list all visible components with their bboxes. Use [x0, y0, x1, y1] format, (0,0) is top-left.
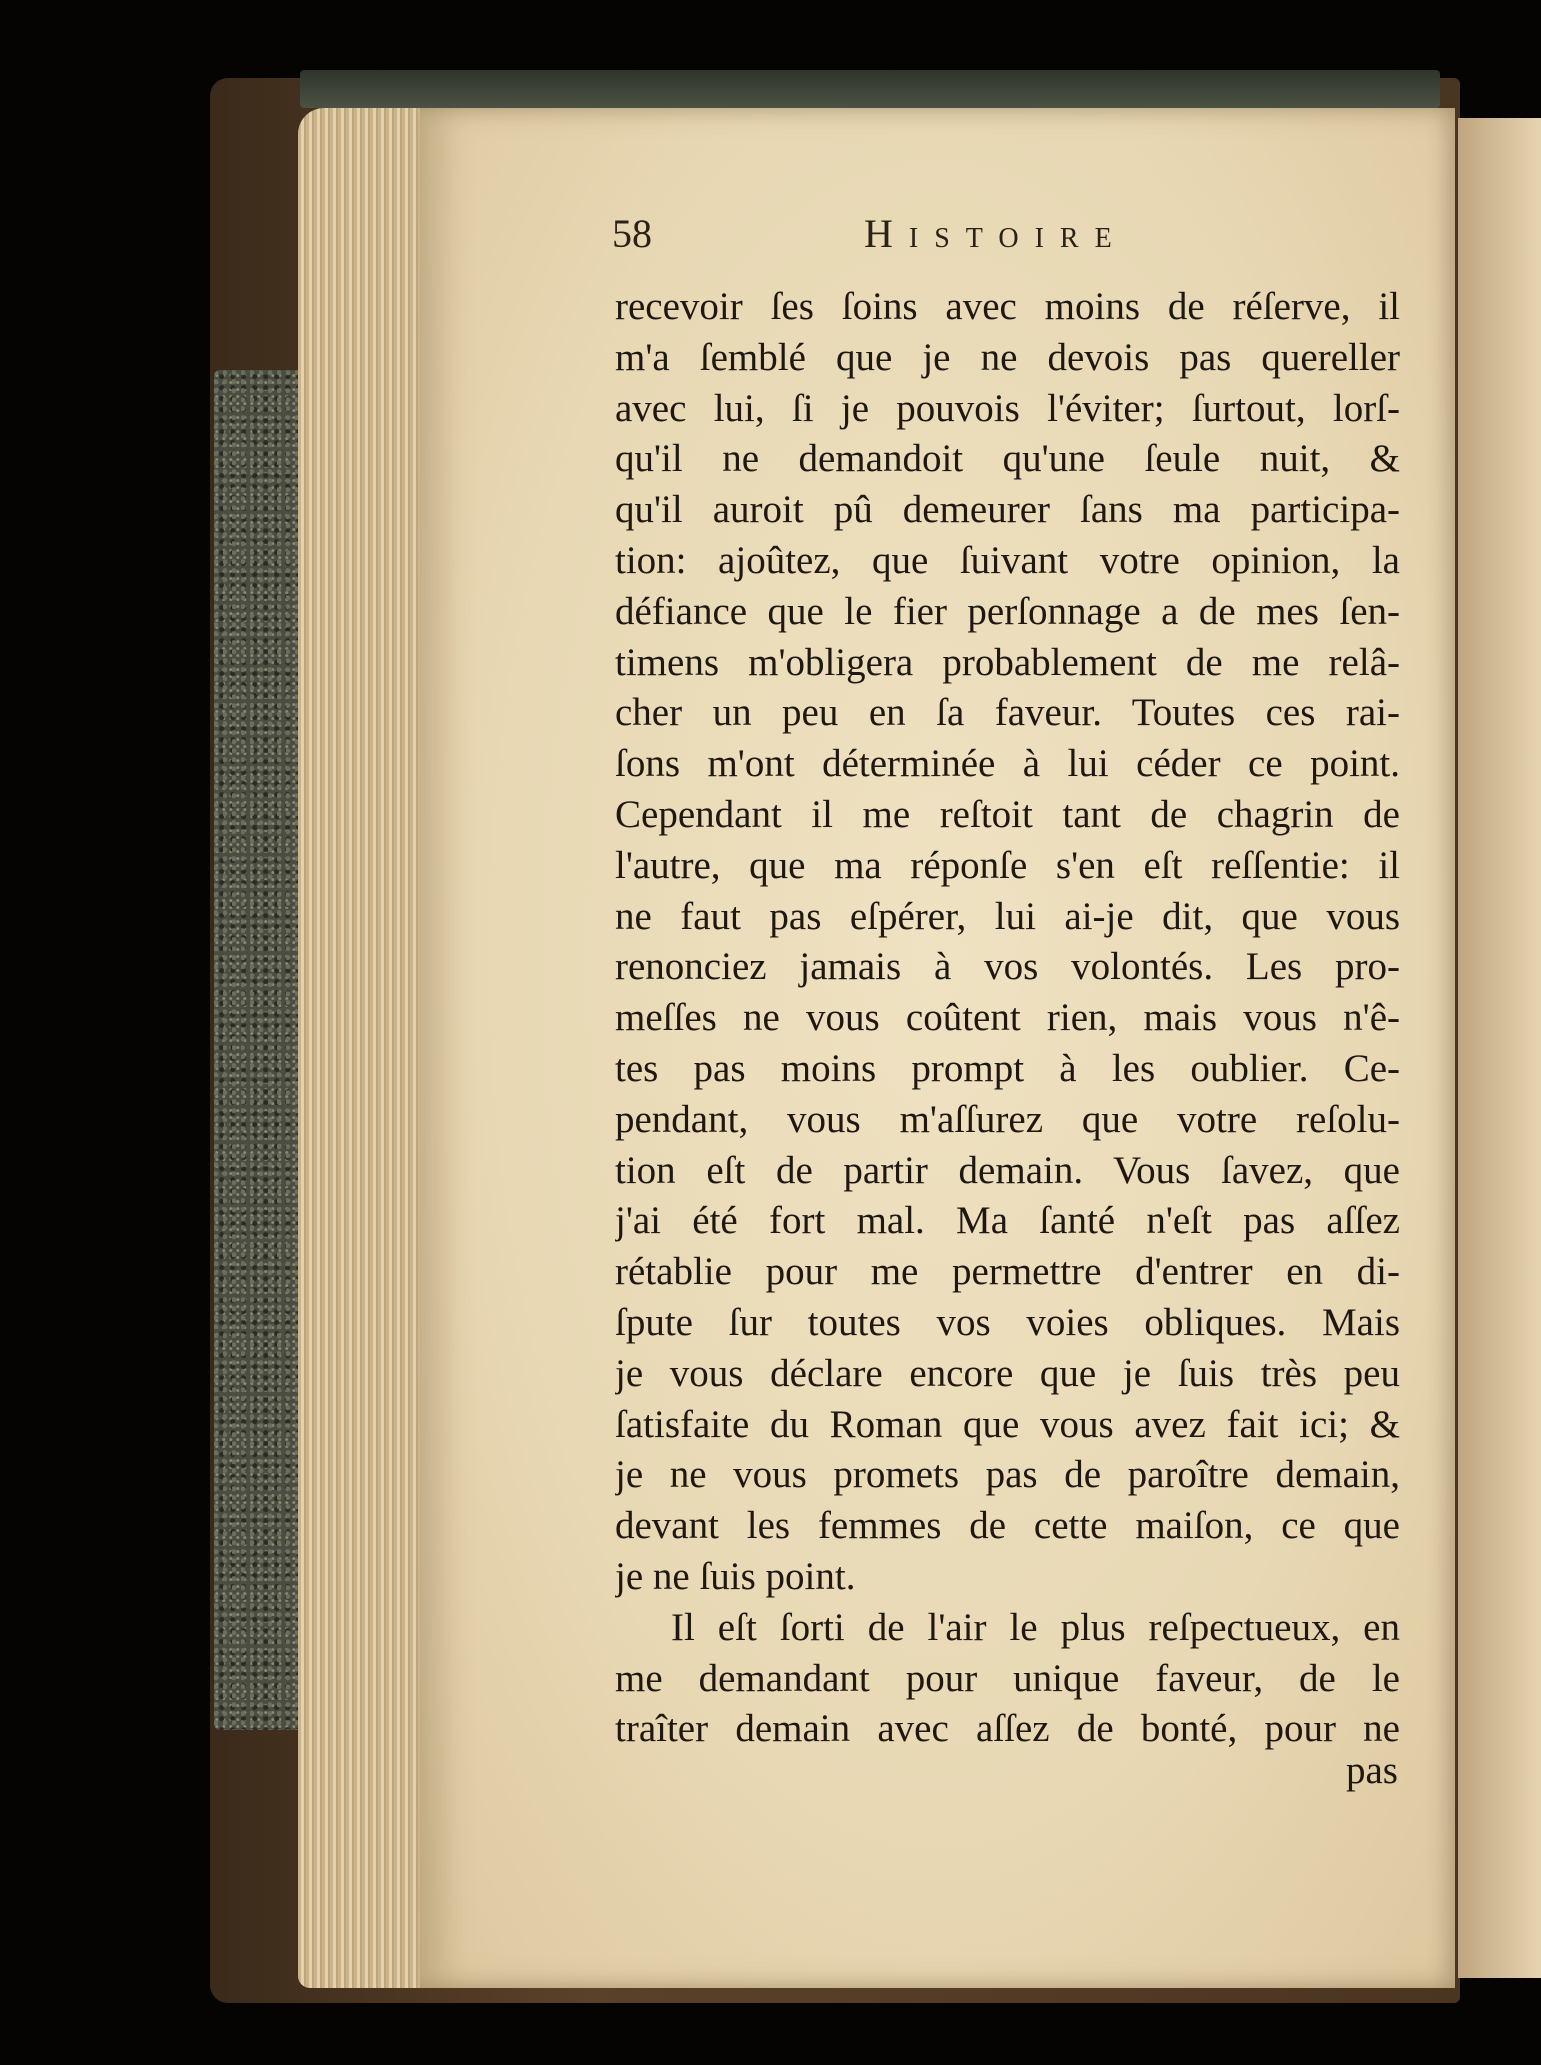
text-line: j'ai été fort mal. Ma ſanté n'eſt pas aſſez: [615, 1199, 1400, 1243]
text-line: recevoir ſes ſoins avec moins de réſerve, il: [615, 285, 1400, 328]
page-edges: [298, 108, 438, 1988]
page-number: 58: [612, 211, 652, 256]
text-line: je vous déclare encore que je ſuis très peu: [615, 1351, 1400, 1395]
text-line: cher un peu en ſa faveur. Toutes ces rai-: [615, 691, 1400, 735]
catchword: pas: [1346, 1749, 1398, 1792]
text-line: ne faut pas eſpérer, lui ai-je dit, que vous: [615, 894, 1400, 938]
text-line: tion eſt de partir demain. Vous ſavez, que: [615, 1148, 1400, 1192]
page-header: [612, 210, 1402, 270]
text-line: l'autre, que ma réponſe s'en eſt reſſentie: il: [615, 843, 1400, 887]
text-line: ſatisfaite du Roman que vous avez fait ici; &: [615, 1402, 1400, 1446]
text-line: défiance que le fier perſonnage a de mes ſen-: [615, 589, 1400, 633]
text-line: me demandant pour unique faveur, de le: [615, 1656, 1400, 1700]
running-title: Histoire: [864, 211, 1128, 256]
text-line: je ne vous promets pas de paroître demain,: [615, 1453, 1400, 1497]
text-line: tion: ajoûtez, que ſuivant votre opinion, la: [615, 538, 1400, 582]
text-line: pendant, vous m'aſſurez que votre reſolu-: [615, 1097, 1400, 1141]
paragraph-end-line: je ne ſuis point.: [615, 1554, 856, 1598]
text-line: qu'il ne demandoit qu'une ſeule nuit, &: [615, 437, 1400, 481]
text-line: tes pas moins prompt à les oublier. Ce-: [615, 1046, 1400, 1090]
text-line: meſſes ne vous coûtent rien, mais vous n'ê-: [615, 996, 1400, 1040]
facing-page-edge: [1458, 118, 1541, 1978]
marbled-spine: [214, 370, 310, 1730]
text-line: m'a ſemblé que je ne devois pas quereller: [615, 335, 1400, 379]
text-line: qu'il auroit pû demeurer ſans ma participa-: [615, 488, 1400, 532]
paragraph-start-line: Il eſt ſorti de l'air le plus reſpectueux, en: [671, 1605, 1400, 1649]
text-line: avec lui, ſi je pouvois l'éviter; ſurtout, lorſ-: [615, 386, 1400, 430]
text-line: rétablie pour me permettre d'entrer en di-: [615, 1250, 1400, 1294]
text-line: devant les femmes de cette maiſon, ce que: [615, 1504, 1400, 1548]
text-line: ſpute ſur toutes vos voies obliques. Mais: [615, 1300, 1400, 1344]
text-line: traîter demain avec aſſez de bonté, pour ne: [615, 1707, 1400, 1751]
top-binding-strip: [300, 70, 1440, 108]
text-line: timens m'obligera probablement de me relâ-: [615, 640, 1400, 684]
body-text: [615, 282, 1400, 1755]
text-line: ſons m'ont déterminée à lui céder ce point.: [615, 742, 1400, 786]
text-line: Cependant il me reſtoit tant de chagrin de: [615, 792, 1400, 836]
text-line: renonciez jamais à vos volontés. Les pro-: [615, 945, 1400, 989]
